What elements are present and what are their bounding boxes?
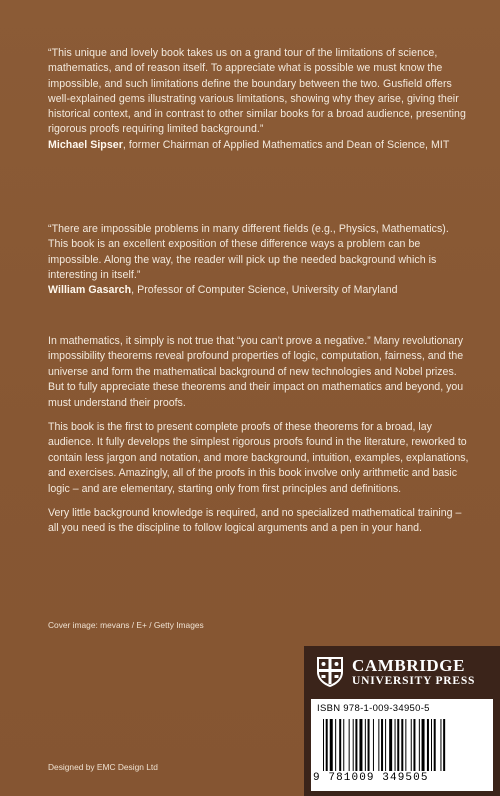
description-paragraph: Very little background knowledge is required, and no specialized mathematical training – all you need is the discipline to follow logical arguments and a pen in your hand. [48,507,462,535]
publisher-logo [316,656,475,688]
quote-author: William Gasarch [48,284,132,297]
publisher-subname: UNIVERSITY PRESS [352,674,476,687]
cambridge-crest-icon [316,656,344,688]
cover-image-credit: Cover image: mevans / E+ / Getty Images [48,620,204,630]
barcode-digits: 9 781009 349505 [313,772,429,784]
quote-text: “There are impossible problems in many different fields (e.g., Physics, Mathematics). This book is an excellent exposition of these difference ways a problem can be impossible. Along the way, the reader will pick up the needed background which is interesting in itself.” [48,223,449,281]
quote-text: “This unique and lovely book takes us on a grand tour of the limitations of science, mathematics, and of reason itself. To appreciate what is possible we must know the impossible, and such limitations define the boundary between the two. Gusfield offers well-explained gems illustrating various limitations, showing why they arise, giving their historical context, and in contrast to other similar books for a broad audience, presenting rigorous proofs requiring limited background.” [48,47,466,136]
description-paragraph: This book is the first to present complete proofs of these theorems for a broad, lay audience. It fully develops the simplest rigorous proofs found in the literature, reworked to contain less jargon and notation, and more background, intuition, examples, explanations, and exercises. Amazingly, all of the proofs in this book involve only arithmetic and basic logic – and are elementary, starting only from first principles and definitions. [48,421,469,495]
barcode-bars [323,719,483,771]
quote-affiliation: , Professor of Computer Science, University of Maryland [131,284,398,297]
publisher-name: CAMBRIDGE [352,655,466,675]
quote-affiliation: , former Chairman of Applied Mathematics and Dean of Science, MIT [122,138,450,151]
book-description [48,334,472,546]
quote-attribution [48,138,468,153]
description-paragraph: In mathematics, it simply is not true that “you can’t prove a negative.” Many revolutionary impossibility theorems reveal profound properties of logic, computation, fairness, and the universe and form the mathematical background of new technologies and Nobel prizes. But to fully appreciate these theorems and their impact on mathematics and beyond, you must understand their proofs. [48,335,464,409]
design-credit: Designed by EMC Design Ltd [48,762,158,772]
quote-attribution [48,283,468,298]
isbn-barcode [311,699,493,791]
isbn-label: ISBN 978-1-009-34950-5 [317,703,430,714]
publisher-panel [304,646,500,796]
quote-author: Michael Sipser [48,138,123,151]
endorsement-quote-gasarch [48,222,468,298]
endorsement-quote-sipser [48,46,468,153]
